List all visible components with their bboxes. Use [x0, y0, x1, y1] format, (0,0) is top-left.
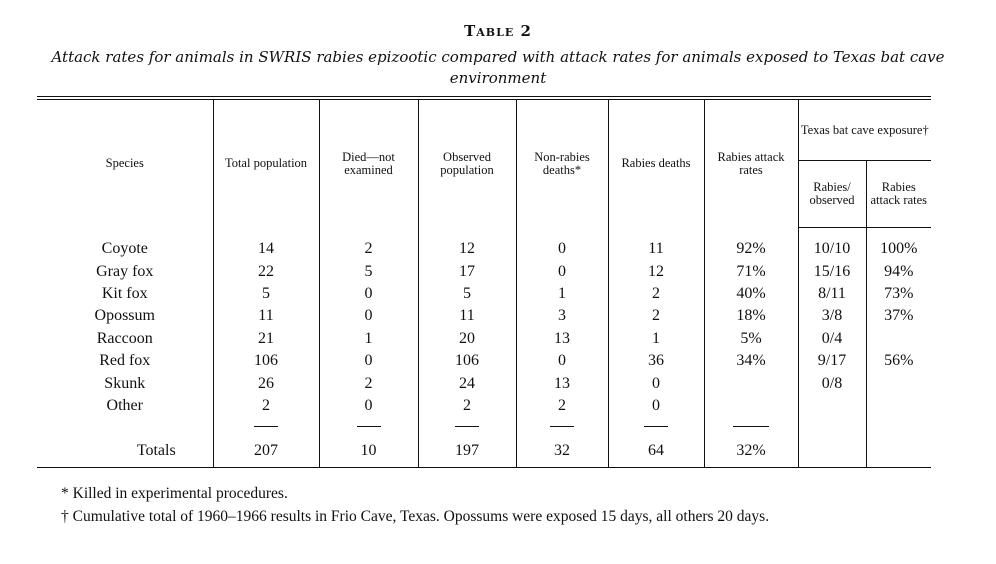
table-row [37, 228, 931, 261]
cell-nonrabies: 1 [516, 283, 608, 305]
cell-died: 5 [319, 260, 418, 282]
cell-rabies: 1 [608, 328, 704, 350]
table-row [37, 328, 931, 350]
cell-texas-rate: 37% [884, 307, 914, 325]
cell-texas-rate: 73% [884, 284, 914, 302]
cell-texas-rate: 56% [884, 352, 914, 370]
header-died-not-examined: Died—not examined [319, 98, 418, 228]
cell-rabies: 11 [608, 228, 704, 261]
table-row [37, 283, 931, 305]
header-rabies-attack-rates: Rabies attack rates [704, 98, 798, 228]
cell-nonrabies: 3 [516, 305, 608, 327]
cell-species: Red fox [37, 350, 213, 372]
cell-total: 5 [213, 283, 319, 305]
header-rabies-deaths: Rabies deaths [608, 98, 704, 228]
header-non-rabies-deaths: Non-rabies deaths* [516, 98, 608, 228]
cell-texas-rate [866, 328, 931, 350]
cell-nonrabies: 13 [516, 372, 608, 394]
cell-species: Gray fox [37, 260, 213, 282]
cell-total: 2 [213, 395, 319, 417]
cell-observed: 20 [418, 328, 516, 350]
cell-total: 106 [213, 350, 319, 372]
cell-species: Skunk [37, 372, 213, 394]
header-observed-population: Observed population [418, 98, 516, 228]
sum-rule [550, 426, 574, 427]
cell-nonrabies: 2 [516, 395, 608, 417]
totals-nonrabies: 32 [516, 435, 608, 468]
cell-species: Opossum [37, 305, 213, 327]
cell-rabies: 2 [608, 283, 704, 305]
cell-observed: 11 [418, 305, 516, 327]
attack-rates-table [37, 96, 931, 468]
cell-species: Raccoon [37, 328, 213, 350]
totals-label: Totals [37, 435, 213, 468]
header-texas-bat-cave-exposure: Texas bat cave exposure† [798, 98, 931, 161]
cell-texas-rate: 94% [884, 262, 914, 280]
cell-texas-rate: 100% [880, 240, 918, 258]
cell-nonrabies: 0 [516, 228, 608, 261]
sum-rule [357, 426, 381, 427]
sum-rule [644, 426, 668, 427]
cell-rate [704, 395, 798, 417]
header-total-population: Total population [213, 98, 319, 228]
totals-rabies: 64 [608, 435, 704, 468]
cell-rabies: 0 [608, 372, 704, 394]
totals-total: 207 [213, 435, 319, 468]
totals-observed: 197 [418, 435, 516, 468]
cell-died: 0 [319, 305, 418, 327]
header-rabies-observed: Rabies/ observed [798, 161, 866, 228]
cell-observed: 24 [418, 372, 516, 394]
cell-total: 14 [213, 228, 319, 261]
cell-observed: 17 [418, 260, 516, 282]
sum-rule [254, 426, 278, 427]
cell-died: 2 [319, 228, 418, 261]
cell-texas-rate [866, 395, 931, 417]
cell-ratio: 10/10 [798, 228, 866, 261]
cell-rabies: 0 [608, 395, 704, 417]
cell-observed: 12 [418, 228, 516, 261]
cell-rabies: 36 [608, 350, 704, 372]
cell-total: 26 [213, 372, 319, 394]
cell-species: Coyote [37, 228, 213, 261]
cell-died: 0 [319, 283, 418, 305]
cell-rate [704, 372, 798, 394]
cell-nonrabies: 13 [516, 328, 608, 350]
cell-died: 0 [319, 395, 418, 417]
cell-ratio [798, 395, 866, 417]
cell-rate: 18% [704, 305, 798, 327]
cell-died: 2 [319, 372, 418, 394]
cell-observed: 5 [418, 283, 516, 305]
sum-rule [455, 426, 479, 427]
cell-ratio: 0/4 [798, 328, 866, 350]
footnotes [37, 482, 937, 528]
cell-species: Other [37, 395, 213, 417]
cell-observed: 106 [418, 350, 516, 372]
cell-nonrabies: 0 [516, 260, 608, 282]
totals-died: 10 [319, 435, 418, 468]
cell-rate: 92% [704, 228, 798, 261]
cell-died: 1 [319, 328, 418, 350]
cell-ratio: 0/8 [798, 372, 866, 394]
cell-ratio: 15/16 [798, 260, 866, 282]
cell-rate: 34% [704, 350, 798, 372]
sum-rule [733, 426, 769, 427]
footnote-dagger: † Cumulative total of 1960–1966 results in Frio Cave, Texas. Opossums were exposed 15 days, all others 20 days. [61, 508, 770, 525]
cell-texas-rate [866, 372, 931, 394]
cell-total: 21 [213, 328, 319, 350]
cell-total: 22 [213, 260, 319, 282]
cell-species: Kit fox [37, 283, 213, 305]
table-row [37, 260, 931, 282]
footnote-asterisk: * Killed in experimental procedures. [61, 485, 288, 502]
totals-row [37, 435, 931, 468]
header-species: Species [37, 98, 213, 228]
sum-rule-row [37, 417, 931, 435]
header-texas-attack-rates: Rabies attack rates [866, 161, 931, 228]
cell-ratio: 9/17 [798, 350, 866, 372]
cell-rabies: 2 [608, 305, 704, 327]
cell-rate: 5% [704, 328, 798, 350]
cell-rate: 71% [704, 260, 798, 282]
cell-ratio: 3/8 [798, 305, 866, 327]
cell-rabies: 12 [608, 260, 704, 282]
table-row [37, 372, 931, 394]
cell-observed: 2 [418, 395, 516, 417]
table-caption: Attack rates for animals in SWRIS rabies epizootic compared with attack rates for animals exposed to Texas bat cave environment [51, 48, 945, 87]
table-row [37, 395, 931, 417]
cell-total: 11 [213, 305, 319, 327]
cell-rate: 40% [704, 283, 798, 305]
table-row [37, 305, 931, 327]
totals-rate: 32% [704, 435, 798, 468]
cell-ratio: 8/11 [798, 283, 866, 305]
cell-died: 0 [319, 350, 418, 372]
table-row [37, 350, 931, 372]
cell-nonrabies: 0 [516, 350, 608, 372]
table-title: Table 2 [464, 22, 532, 40]
